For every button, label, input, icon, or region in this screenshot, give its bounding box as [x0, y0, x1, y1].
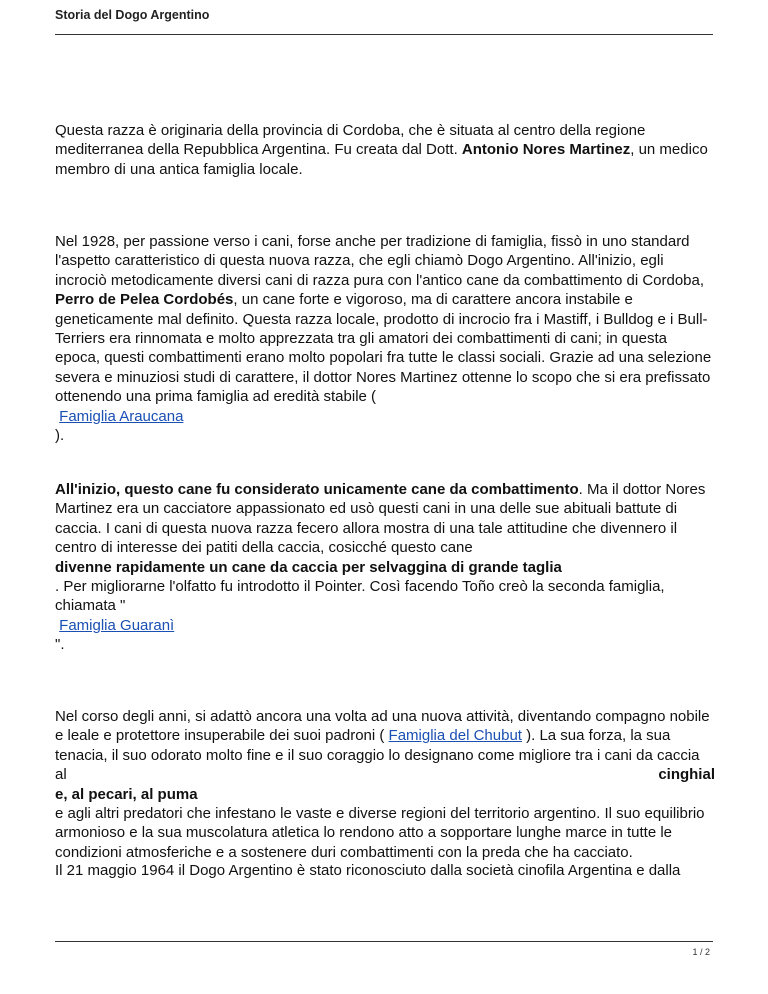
- link-famiglia-araucana[interactable]: Famiglia Araucana: [59, 407, 184, 425]
- text: Nel corso degli anni, si adattò ancora una volta ad una nuova attività, diventando compagno nobile e leale e protettore insuperabile dei suoi padroni (: [55, 708, 710, 745]
- text: e agli altri predatori che infestano le vaste e diverse regioni del territorio argentino. Il suo equilibrio armonioso e la sua muscolatura atletica lo rendono atto a sopportare lunghe marce in tutte le condizioni atmosferiche e a sostenere duri combattimenti con la preda che ha cacciato.: [55, 805, 705, 861]
- paragraph-origin: [55, 121, 715, 179]
- text: ).: [55, 427, 65, 445]
- bold-prey: cinghial: [658, 766, 715, 784]
- text: . Per migliorarne l'olfatto fu introdotto il Pointer. Così facendo Toño creò la seconda famiglia, chiamata ": [55, 578, 665, 615]
- bold-breed: Perro de Pelea Cordobés: [55, 291, 234, 309]
- link-famiglia-del-chubut[interactable]: Famiglia del Chubut: [388, 727, 522, 745]
- text: ). La sua forza, la sua tenacia, il suo odorato molto fine e il suo coraggio lo designano come migliore tra i cani da caccia al: [55, 727, 700, 784]
- paragraph-history: [55, 232, 715, 445]
- bold-statement: All'inizio, questo cane fu considerato unicamente cane da combattimento: [55, 481, 579, 498]
- paragraph-hunting: [55, 480, 715, 655]
- link-famiglia-guarani[interactable]: Famiglia Guaranì: [59, 616, 175, 634]
- text: Nel 1928, per passione verso i cani, forse anche per tradizione di famiglia, fissò in uno standard l'aspetto caratteristico di questa nuova razza, che egli chiamò Dogo Argentino. All'inizio, egli incrociò metodicamente diversi cani di razza pura con l'antico cane da combattimento di Cordoba,: [55, 233, 705, 289]
- page-header-title: Storia del Dogo Argentino: [55, 8, 210, 22]
- paragraph-recognition: [55, 861, 715, 880]
- page-number: 1 / 2: [692, 947, 710, 957]
- bold-name: Antonio Nores Martinez: [461, 141, 631, 159]
- paragraph-companion: [55, 707, 715, 862]
- header-divider: [55, 34, 713, 35]
- bold-statement: divenne rapidamente un cane da caccia per selvaggina di grande taglia: [55, 558, 562, 576]
- text: ".: [55, 636, 65, 654]
- footer-divider: [55, 941, 713, 942]
- text: Il 21 maggio 1964 il Dogo Argentino è stato riconosciuto dalla società cinofila Argentina e dalla: [55, 862, 681, 879]
- text: . Ma il dottor Nores Martinez era un cacciatore appassionato ed usò questi cani in una delle sue abituali battute di caccia. I cani di questa nuova razza fecero allora mostra di una tale attitudine che divennero il centro di interesse dei patiti della caccia, cosicché questo cane: [55, 481, 706, 557]
- bold-prey: e, al pecari, al puma: [55, 785, 198, 803]
- text: , un cane forte e vigoroso, ma di carattere ancora instabile e geneticamente mal definito. Questa razza locale, prodotto di incrocio fra i Mastiff, i Bulldog e i Bull-Terriers era rinnomata e molto apprezzata tra gli amatori dei combattimenti di cani; in questa epoca, questi combattimenti erano molto popolari fra tutte le classi sociali. Grazie ad una selezione severa e minuziosi studi di carattere, il dottor Nores Martinez ottenne lo scopo che si era prefissato ottenendo una prima famiglia ad eredità stabile (: [55, 291, 712, 406]
- text: , un medico membro di una antica famiglia locale.: [55, 141, 708, 178]
- text: Questa razza è originaria della provincia di Cordoba, che è situata al centro della regione mediterranea della Repubblica Argentina. Fu creata dal Dott.: [55, 122, 646, 159]
